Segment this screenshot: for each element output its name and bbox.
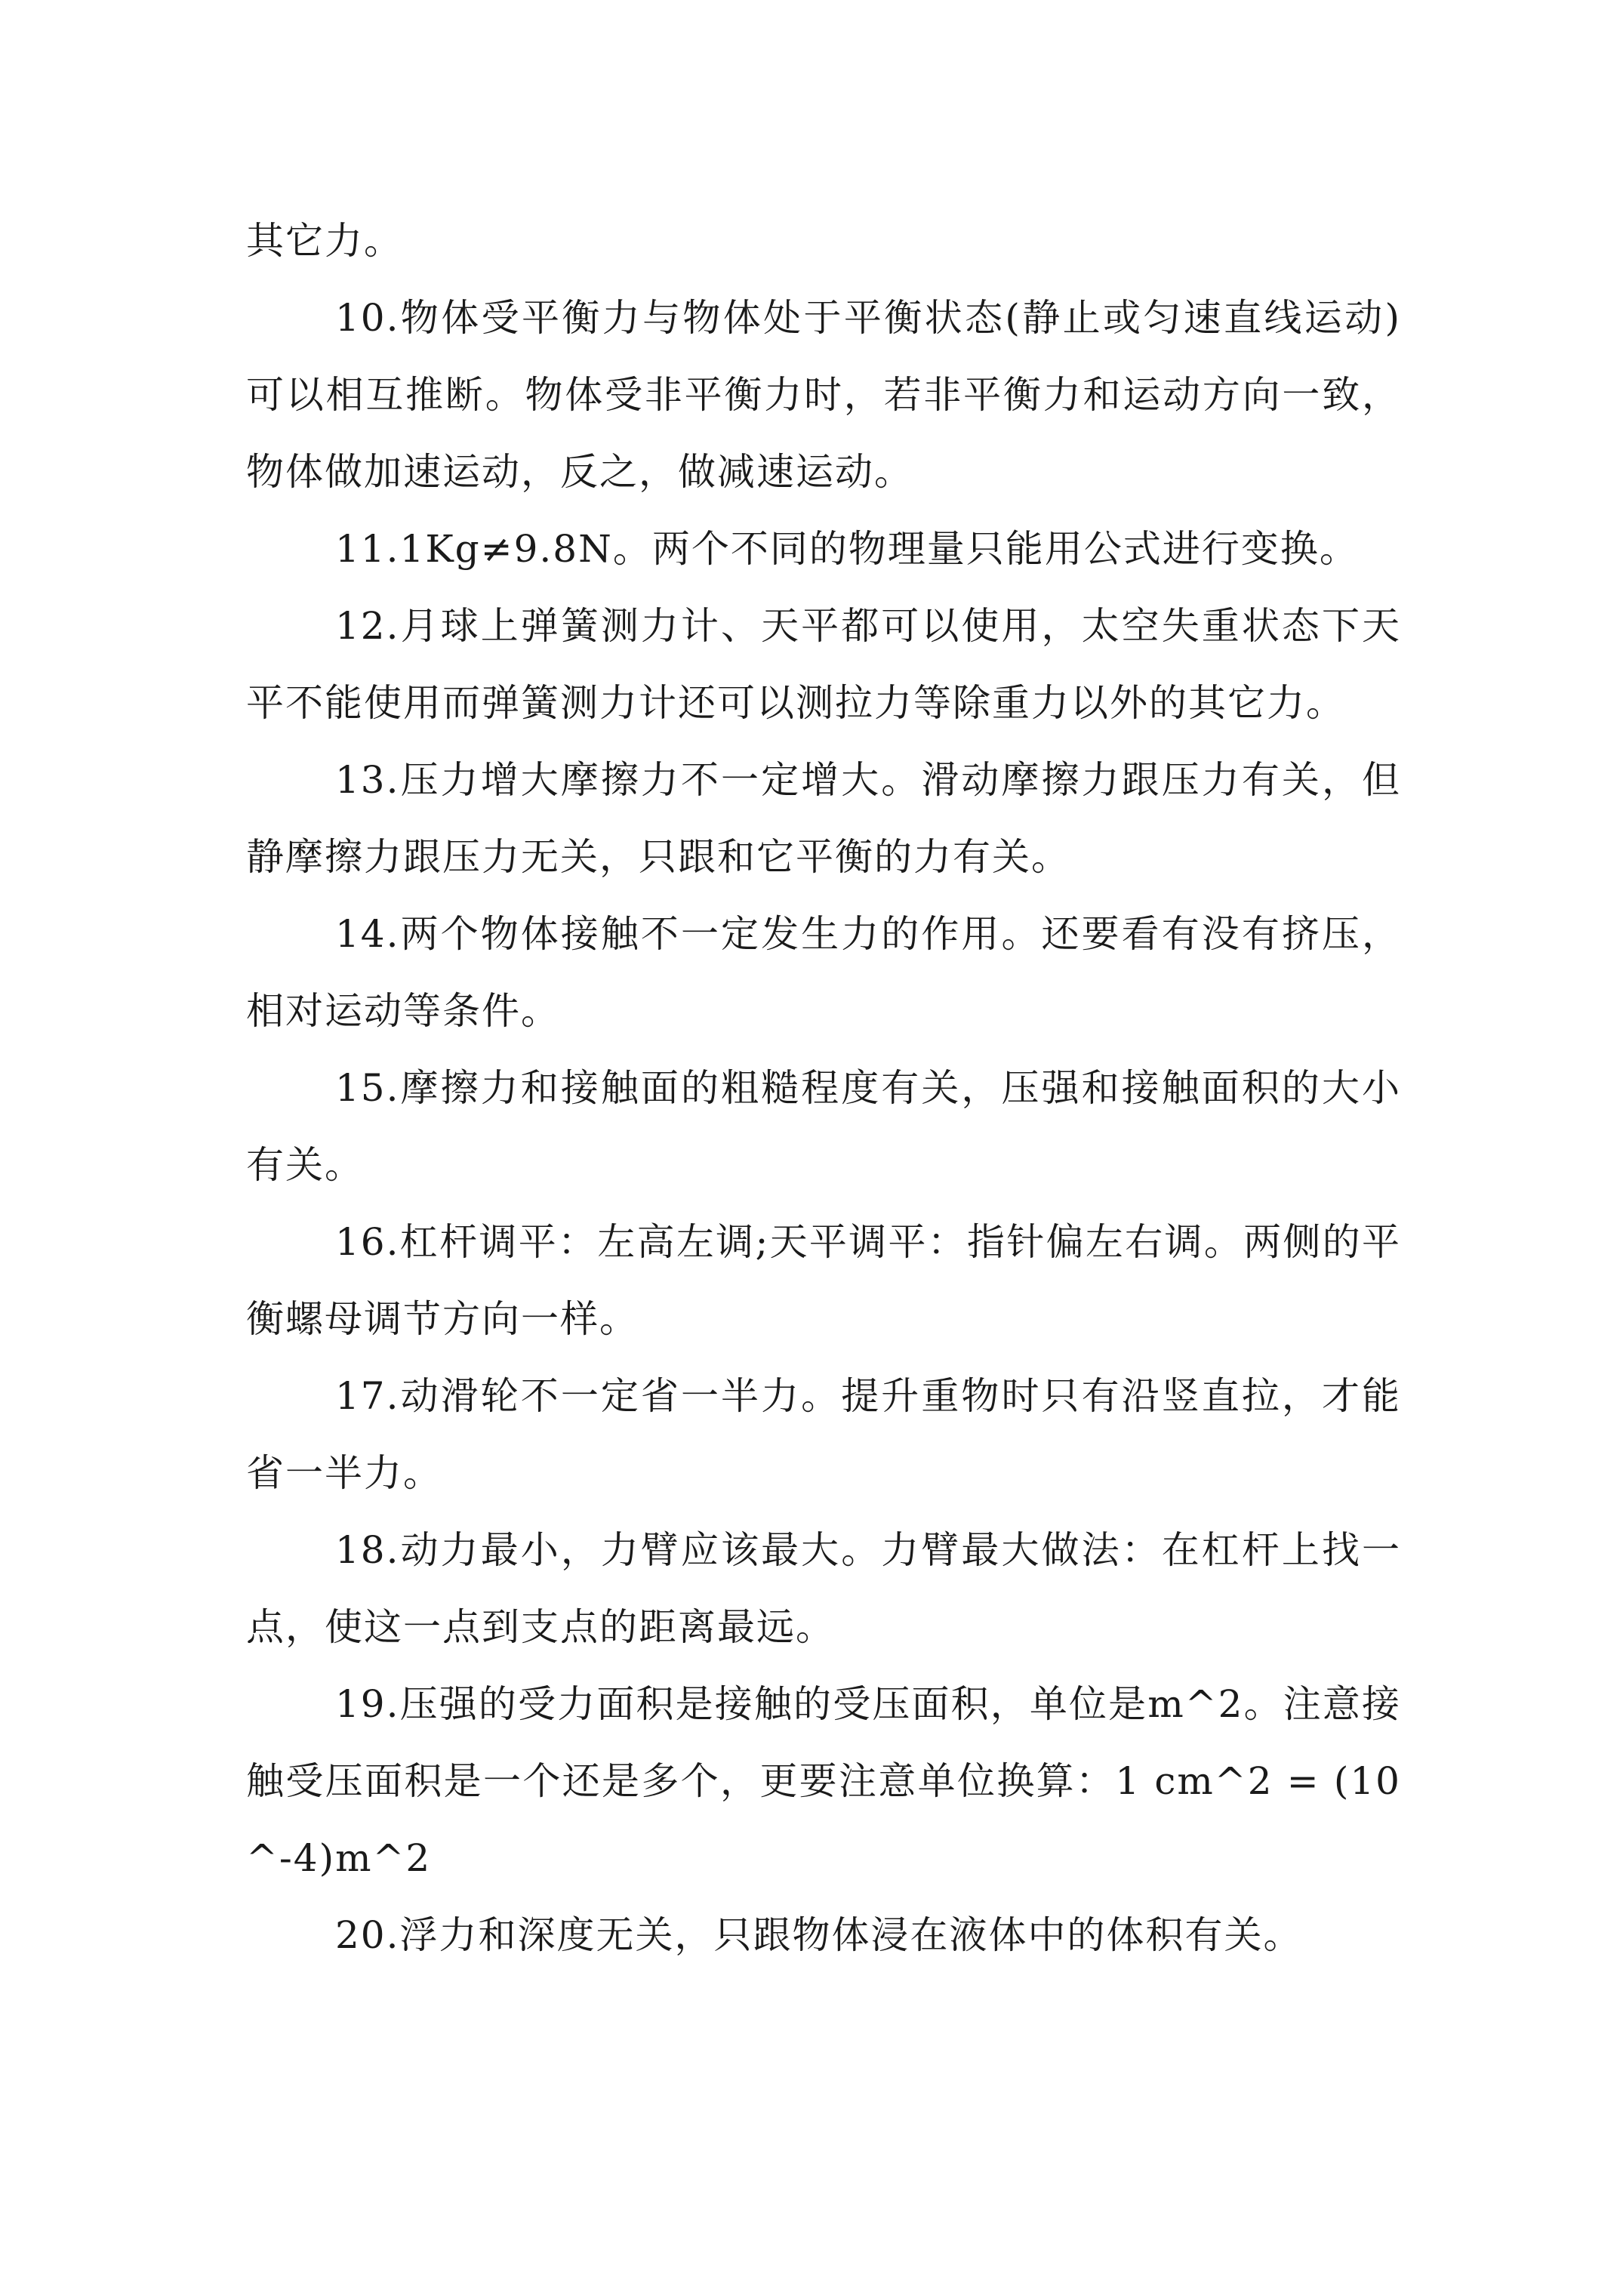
paragraph-item-16: 16.杠杆调平：左高左调;天平调平：指针偏左右调。两侧的平衡螺母调节方向一样。 (246, 1220, 1401, 1341)
paragraph-item-20: 20.浮力和深度无关，只跟物体浸在液体中的体积有关。 (335, 1913, 1303, 1957)
paragraph-item-13: 13.压力增大摩擦力不一定增大。滑动摩擦力跟压力有关，但静摩擦力跟压力无关，只跟和它平衡的力有关。 (246, 758, 1401, 879)
paragraph-item-10: 10.物体受平衡力与物体处于平衡状态(静止或匀速直线运动)可以相互推断。物体受非平衡力时，若非平衡力和运动方向一致，物体做加速运动，反之，做减速运动。 (246, 296, 1401, 494)
paragraph-item-18: 18.动力最小，力臂应该最大。力臂最大做法：在杠杆上找一点，使这一点到支点的距离最远。 (246, 1528, 1401, 1649)
paragraph-item-15: 15.摩擦力和接触面的粗糙程度有关，压强和接触面积的大小有关。 (246, 1066, 1401, 1187)
paragraph-item-17: 17.动滑轮不一定省一半力。提升重物时只有沿竖直拉，才能省一半力。 (246, 1374, 1401, 1495)
paragraph-item-12: 12.月球上弹簧测力计、天平都可以使用，太空失重状态下天平不能使用而弹簧测力计还可以测拉力等除重力以外的其它力。 (246, 604, 1401, 725)
paragraph-continuation: 其它力。 (246, 219, 403, 263)
paragraph-item-11: 11.1Kg≠9.8N。两个不同的物理量只能用公式进行变换。 (335, 527, 1359, 571)
paragraph-item-19: 19.压强的受力面积是接触的受压面积，单位是m^2。注意接触受压面积是一个还是多个，更要注意单位换算：1 cm^2 = (10^-4)m^2 (246, 1682, 1401, 1880)
document-body (246, 202, 1401, 1974)
paragraph-item-14: 14.两个物体接触不一定发生力的作用。还要看有没有挤压，相对运动等条件。 (246, 912, 1401, 1033)
